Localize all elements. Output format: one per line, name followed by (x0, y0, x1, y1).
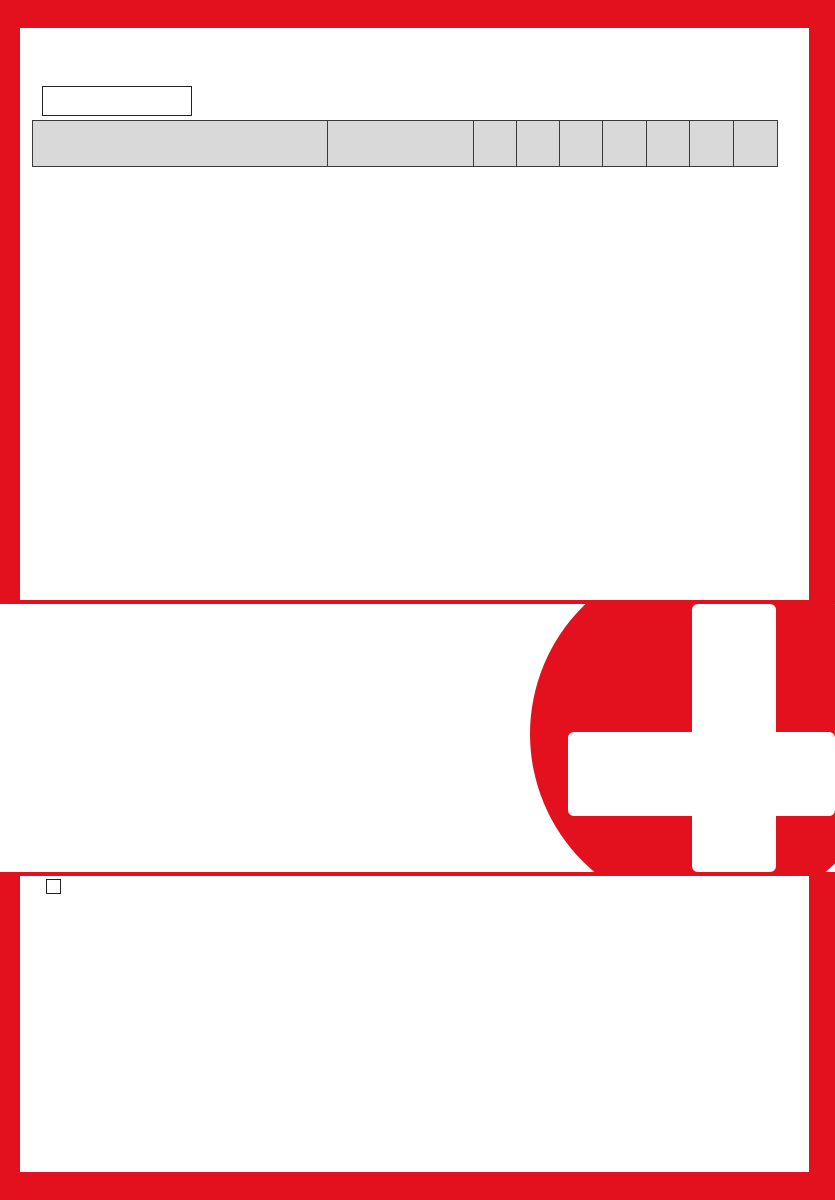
header-thu (603, 121, 647, 167)
table-header (33, 121, 778, 167)
with-food-checkbox[interactable] (46, 879, 61, 894)
medical-cross-bar (568, 732, 835, 816)
header-fri (647, 121, 690, 167)
header-medication (33, 121, 328, 167)
with-food-partial (38, 879, 61, 894)
title-banner (0, 604, 835, 872)
header-tue (517, 121, 560, 167)
header-time (328, 121, 474, 167)
lower-sheet (20, 876, 809, 1172)
header-wed (560, 121, 603, 167)
week-row (38, 86, 192, 116)
header-sun (734, 121, 778, 167)
upper-sheet (20, 28, 809, 600)
header-mon (474, 121, 517, 167)
medication-table (32, 120, 778, 167)
week-input-box[interactable] (42, 86, 192, 116)
header-sat (690, 121, 734, 167)
